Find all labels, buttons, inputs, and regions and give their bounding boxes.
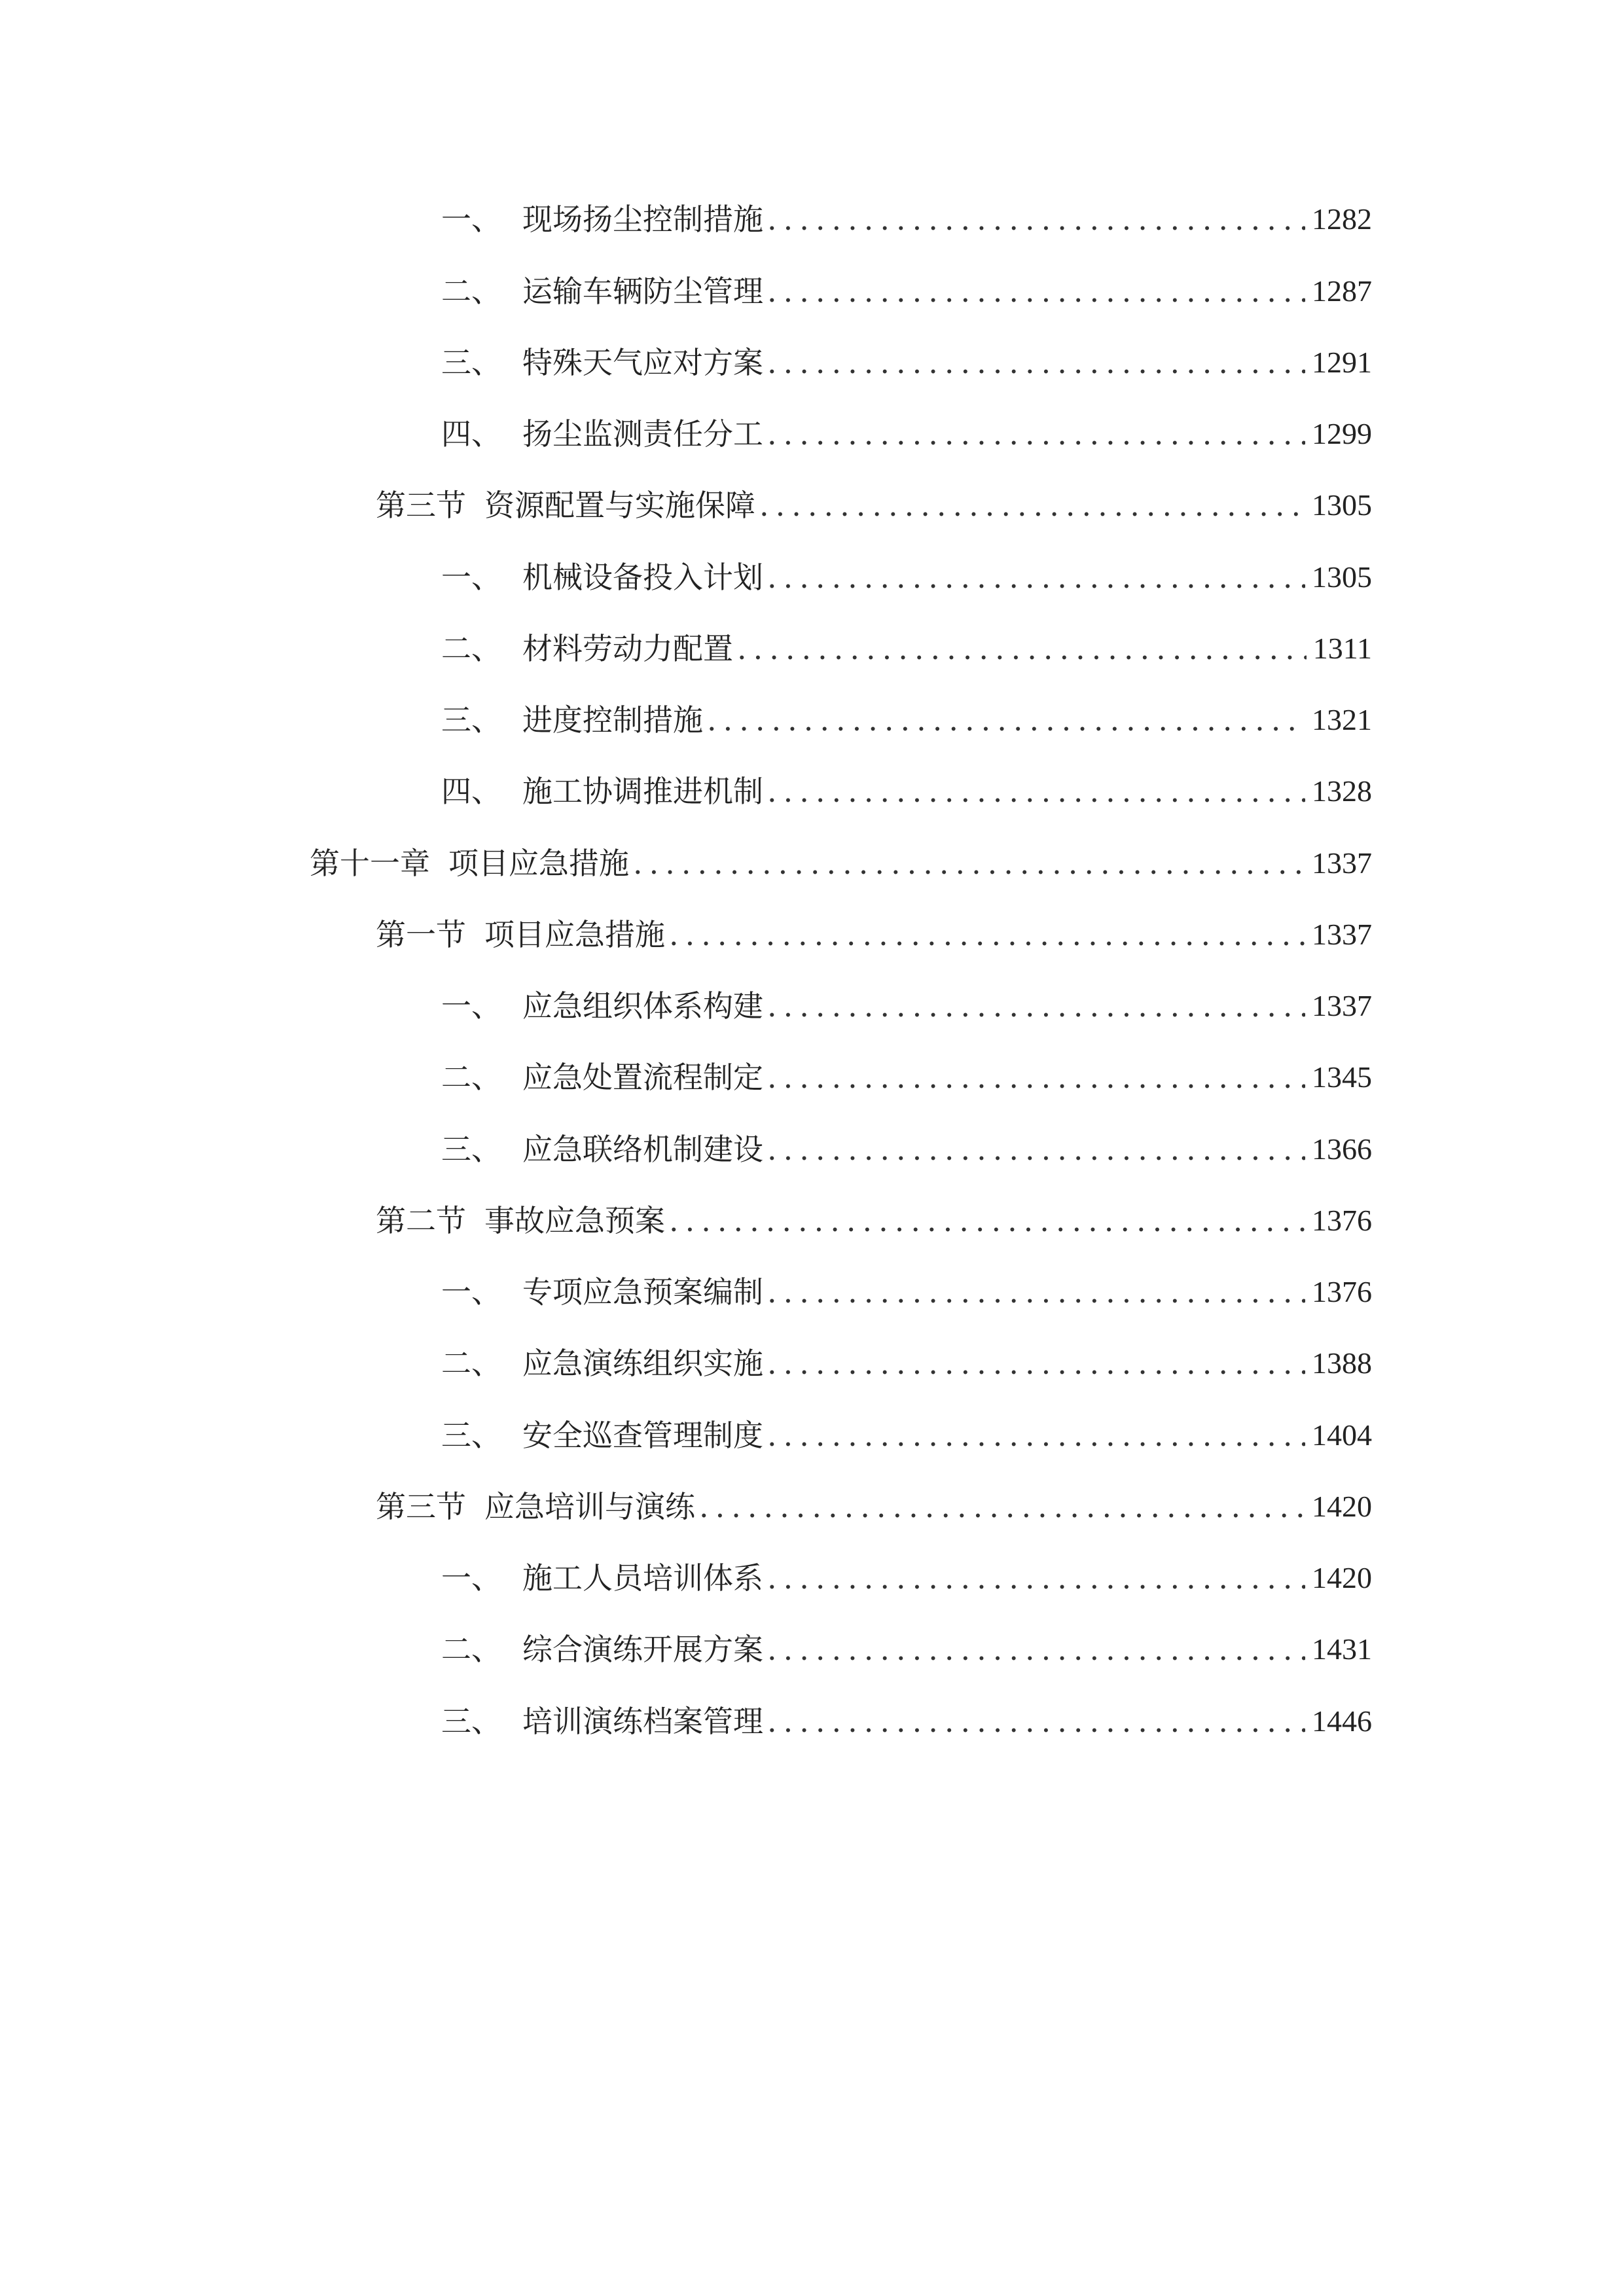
toc-entry-page: 1376 xyxy=(1312,1275,1372,1308)
toc-entry-page: 1287 xyxy=(1312,274,1372,308)
toc-entry[interactable] xyxy=(441,340,1372,386)
toc-entry-number: 一、 xyxy=(441,1274,501,1310)
toc-entry-title: 专项应急预案编制 xyxy=(522,1274,763,1310)
toc-entry-page: 1404 xyxy=(1312,1418,1372,1452)
toc-entry[interactable] xyxy=(441,411,1372,457)
dot-leader xyxy=(707,697,1305,743)
dot-leader xyxy=(767,340,1305,386)
toc-entry-number: 第十一章 xyxy=(310,846,430,881)
dot-leader xyxy=(767,1626,1305,1672)
toc-entry[interactable] xyxy=(376,1484,1372,1530)
dot-leader xyxy=(767,1126,1305,1172)
toc-entry-title: 应急组织体系构建 xyxy=(522,988,763,1024)
toc-entry[interactable] xyxy=(441,768,1372,814)
toc-entry-page: 1337 xyxy=(1312,846,1372,880)
toc-entry-number: 二、 xyxy=(441,1060,501,1095)
toc-entry-number: 四、 xyxy=(441,416,501,452)
toc-entry-title: 综合演练开展方案 xyxy=(522,1632,763,1667)
toc-entry-page: 1337 xyxy=(1312,918,1372,951)
toc-entry-title: 进度控制措施 xyxy=(522,702,703,738)
toc-entry[interactable] xyxy=(441,983,1372,1029)
dot-leader xyxy=(767,1698,1305,1744)
toc-entry[interactable] xyxy=(376,912,1372,958)
toc-entry-number: 二、 xyxy=(441,1346,501,1381)
toc-entry-number: 三、 xyxy=(441,1418,501,1453)
toc-entry-title: 施工协调推进机制 xyxy=(522,774,763,809)
toc-entry[interactable] xyxy=(441,554,1372,600)
dot-leader xyxy=(767,983,1305,1029)
toc-entry[interactable] xyxy=(441,697,1372,743)
toc-entry[interactable] xyxy=(376,482,1372,528)
dot-leader xyxy=(767,1555,1305,1601)
toc-entry-title: 事故应急预案 xyxy=(484,1203,665,1238)
toc-entry-number: 三、 xyxy=(441,702,501,738)
toc-entry-title: 应急培训与演练 xyxy=(484,1489,695,1524)
dot-leader xyxy=(767,554,1305,600)
toc-entry[interactable] xyxy=(441,626,1372,672)
toc-entry[interactable] xyxy=(441,1555,1372,1601)
toc-entry-number: 二、 xyxy=(441,274,501,309)
toc-entry-number: 第三节 xyxy=(376,1489,466,1524)
toc-entry-page: 1328 xyxy=(1312,774,1372,808)
toc-entry-page: 1388 xyxy=(1312,1346,1372,1380)
toc-entry-page: 1305 xyxy=(1312,488,1372,522)
toc-entry-number: 三、 xyxy=(441,1132,501,1167)
dot-leader xyxy=(699,1484,1305,1530)
toc-entry-number: 二、 xyxy=(441,1632,501,1667)
toc-entry-title: 项目应急措施 xyxy=(448,846,629,881)
toc-entry[interactable] xyxy=(441,268,1372,314)
toc-entry-number: 一、 xyxy=(441,1560,501,1596)
toc-entry-title: 安全巡查管理制度 xyxy=(522,1418,763,1453)
toc-entry-title: 特殊天气应对方案 xyxy=(522,345,763,380)
toc-entry-page: 1446 xyxy=(1312,1704,1372,1738)
toc-entry-title: 材料劳动力配置 xyxy=(522,631,733,666)
toc-entry-title: 应急演练组织实施 xyxy=(522,1346,763,1381)
toc-entry-number: 第三节 xyxy=(376,488,466,523)
toc-entry-page: 1431 xyxy=(1312,1632,1372,1666)
dot-leader xyxy=(767,1340,1305,1386)
dot-leader xyxy=(669,912,1305,958)
toc-entry-title: 应急联络机制建设 xyxy=(522,1132,763,1167)
toc-entry-title: 运输车辆防尘管理 xyxy=(522,274,763,309)
dot-leader xyxy=(767,268,1305,314)
toc-entry-title: 现场扬尘控制措施 xyxy=(522,202,763,237)
toc-entry-number: 三、 xyxy=(441,345,501,380)
dot-leader xyxy=(767,1054,1305,1100)
toc-entry-title: 项目应急措施 xyxy=(484,917,665,952)
toc-entry-number: 三、 xyxy=(441,1704,501,1739)
toc-entry-page: 1420 xyxy=(1312,1561,1372,1594)
toc-entry-page: 1321 xyxy=(1312,703,1372,736)
toc-entry[interactable] xyxy=(441,1340,1372,1386)
toc-entry-page: 1299 xyxy=(1312,417,1372,450)
toc-entry-number: 第二节 xyxy=(376,1203,466,1238)
toc-entry[interactable] xyxy=(441,1698,1372,1744)
toc-entry-page: 1420 xyxy=(1312,1490,1372,1523)
toc-entry[interactable] xyxy=(441,1269,1372,1315)
toc-entry-title: 资源配置与实施保障 xyxy=(484,488,755,523)
dot-leader xyxy=(759,482,1305,528)
toc-entry-number: 四、 xyxy=(441,774,501,809)
toc-entry-number: 一、 xyxy=(441,560,501,595)
dot-leader xyxy=(767,1412,1305,1458)
dot-leader xyxy=(767,411,1305,457)
toc-entry[interactable] xyxy=(441,1054,1372,1100)
toc-entry-page: 1311 xyxy=(1312,632,1372,665)
toc-entry[interactable] xyxy=(376,1198,1372,1244)
toc-entry-number: 一、 xyxy=(441,202,501,237)
toc-entry[interactable] xyxy=(441,196,1372,242)
toc-entry-title: 扬尘监测责任分工 xyxy=(522,416,763,452)
toc-entry-page: 1337 xyxy=(1312,989,1372,1022)
toc-entry-title: 机械设备投入计划 xyxy=(522,560,763,595)
toc-entry-page: 1345 xyxy=(1312,1060,1372,1094)
dot-leader xyxy=(767,1269,1305,1315)
toc-entry-number: 一、 xyxy=(441,988,501,1024)
dot-leader xyxy=(767,768,1305,814)
toc-entry-number: 二、 xyxy=(441,631,501,666)
dot-leader xyxy=(767,196,1305,242)
toc-entry-title: 应急处置流程制定 xyxy=(522,1060,763,1095)
dot-leader xyxy=(669,1198,1305,1244)
toc-entry-number: 第一节 xyxy=(376,917,466,952)
toc-entry-page: 1291 xyxy=(1312,346,1372,379)
toc-entry-title: 施工人员培训体系 xyxy=(522,1560,763,1596)
toc-entry-page: 1366 xyxy=(1312,1132,1372,1166)
dot-leader xyxy=(737,626,1307,672)
toc-entry[interactable] xyxy=(441,1126,1372,1172)
toc-entry-title: 培训演练档案管理 xyxy=(522,1704,763,1739)
toc-entry[interactable] xyxy=(441,1412,1372,1458)
toc-entry[interactable] xyxy=(310,840,1372,886)
toc-entry-page: 1282 xyxy=(1312,202,1372,236)
toc-entry-page: 1376 xyxy=(1312,1204,1372,1237)
dot-leader xyxy=(633,840,1305,886)
toc-entry-page: 1305 xyxy=(1312,560,1372,594)
toc-entry[interactable] xyxy=(441,1626,1372,1672)
